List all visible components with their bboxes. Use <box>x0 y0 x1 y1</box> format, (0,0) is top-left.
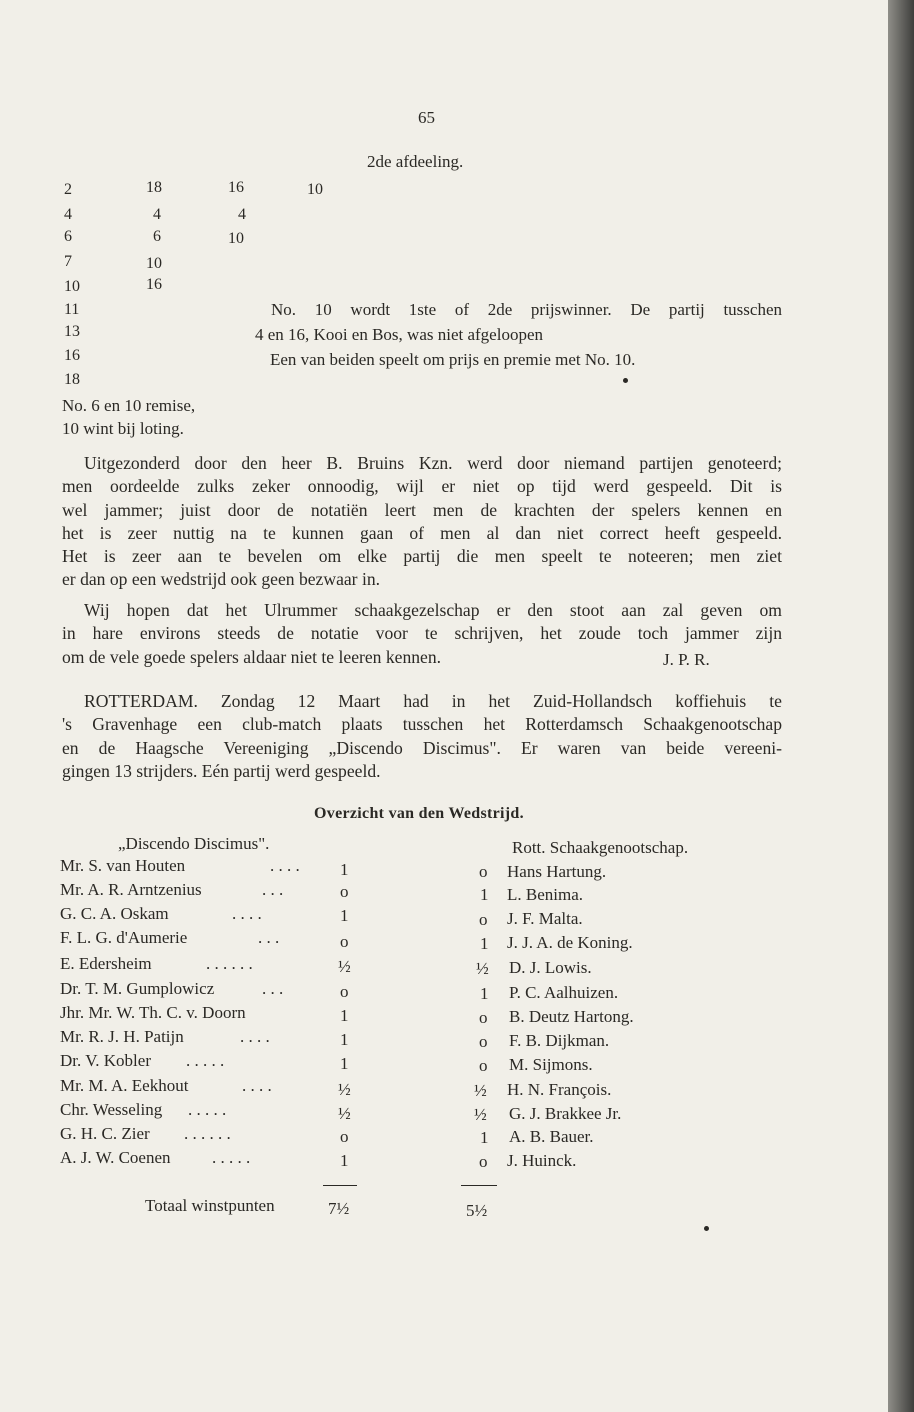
grid-cell: 16 <box>146 276 162 293</box>
text-line: wel jammer; juist door de notatiën leert men de krachten der spelers kennen en <box>62 499 782 520</box>
remise-line: No. 6 en 10 remise, <box>62 396 196 415</box>
right-score: ½ <box>474 1105 487 1124</box>
grid-cell: 6 <box>64 228 72 245</box>
right-score: o <box>479 1152 488 1171</box>
grid-cell: 16 <box>228 179 244 196</box>
left-score: 1 <box>340 860 349 879</box>
right-player: F. B. Dijkman. <box>509 1031 610 1050</box>
total-rule-right <box>461 1185 497 1186</box>
leader-dots: . . . . <box>242 1076 272 1095</box>
right-score: 1 <box>480 1128 489 1147</box>
left-player: Mr. S. van Houten <box>60 856 186 875</box>
right-player: J. J. A. de Koning. <box>507 933 633 952</box>
leader-dots: . . . . <box>232 904 262 923</box>
grid-cell: 4 <box>64 206 72 223</box>
total-rule-left <box>323 1185 357 1186</box>
total-right: 5½ <box>466 1201 488 1220</box>
right-player: D. J. Lowis. <box>509 958 592 977</box>
right-score: 1 <box>480 984 489 1003</box>
left-score: 1 <box>340 1030 349 1049</box>
grid-cell: 10 <box>228 230 244 247</box>
leader-dots: . . . . . <box>186 1051 225 1070</box>
right-score: ½ <box>474 1081 487 1100</box>
left-score: ½ <box>338 957 351 976</box>
match-heading: Overzicht van den Wedstrijd. <box>314 805 524 822</box>
text-line: om de vele goede spelers aldaar niet te leeren kennen. <box>62 646 442 667</box>
right-player: G. J. Brakkee Jr. <box>509 1104 622 1123</box>
text-line: Het is zeer aan te bevelen om elke partij die men speelt te noteeren; men ziet <box>62 546 782 567</box>
grid-note: No. 10 wordt 1ste of 2de prijswinner. De partij tusschen <box>271 300 782 319</box>
left-player: Mr. A. R. Arntzenius <box>60 880 202 899</box>
text-line: ROTTERDAM. Zondag 12 Maart had in het Zuid-Hollandsch koffiehuis te <box>84 691 782 711</box>
grid-cell: 18 <box>146 179 162 196</box>
leader-dots: . . . . . . <box>206 954 253 973</box>
team-right-name: Rott. Schaakgenootschap. <box>512 838 689 857</box>
left-player: Jhr. Mr. W. Th. C. v. Doorn <box>60 1003 246 1022</box>
left-score: 1 <box>340 906 349 925</box>
left-score: 1 <box>340 1054 349 1073</box>
section-title: 2de afdeeling. <box>367 152 464 171</box>
remise-line: 10 wint bij loting. <box>62 419 184 438</box>
leader-dots: . . . . . <box>188 1100 227 1119</box>
left-player: Mr. R. J. H. Patijn <box>60 1027 184 1046</box>
paragraph-rotterdam <box>62 690 782 783</box>
left-score: 1 <box>340 1151 349 1170</box>
left-player: G. C. A. Oskam <box>60 904 169 923</box>
page-number: 65 <box>418 108 435 127</box>
right-player: A. B. Bauer. <box>509 1127 594 1146</box>
left-score: ½ <box>338 1080 351 1099</box>
right-player: P. C. Aalhuizen. <box>509 983 619 1002</box>
grid-cell: 7 <box>64 253 72 270</box>
leader-dots: . . . . <box>240 1027 270 1046</box>
page-edge-shadow <box>888 0 914 1412</box>
leader-dots: . . . . . . <box>184 1124 231 1143</box>
right-score: o <box>479 862 488 881</box>
right-player: M. Sijmons. <box>509 1055 593 1074</box>
right-player: H. N. François. <box>507 1080 612 1099</box>
left-player: Chr. Wesseling <box>60 1100 163 1119</box>
right-score: 1 <box>480 934 489 953</box>
total-left: 7½ <box>328 1199 350 1218</box>
leader-dots: . . . . <box>270 856 300 875</box>
leader-dots: . . . <box>262 880 284 899</box>
grid-cell: 2 <box>64 181 72 198</box>
grid-note: 4 en 16, Kooi en Bos, was niet afgeloopen <box>255 325 543 344</box>
text-line: Wij hopen dat het Ulrummer schaakgezelschap er den stoot aan zal geven om <box>84 600 782 620</box>
grid-cell: 10 <box>146 255 162 272</box>
left-player: E. Edersheim <box>60 954 152 973</box>
right-player: L. Benima. <box>507 885 584 904</box>
left-score: o <box>340 982 349 1001</box>
text-line: men oordeelde zulks zeker onnoodig, wijl er niet op tijd werd gespeeld. Dit is <box>62 476 782 497</box>
grid-cell: 4 <box>238 206 246 223</box>
text-line: en de Haagsche Vereeniging „Discendo Discimus". Er waren van beide vereeni- <box>62 737 782 758</box>
grid-cell: 4 <box>153 206 161 223</box>
left-score: ½ <box>338 1104 351 1123</box>
team-left-name: „Discendo Discimus". <box>118 834 270 853</box>
grid-note: Een van beiden speelt om prijs en premie met No. 10. <box>270 350 636 369</box>
left-player: A. J. W. Coenen <box>60 1148 171 1167</box>
right-player: J. F. Malta. <box>507 909 583 928</box>
text-line: er dan op een wedstrijd ook geen bezwaar in. <box>62 569 381 590</box>
right-score: o <box>479 1032 488 1051</box>
left-score: o <box>340 932 349 951</box>
right-score: ½ <box>476 959 489 978</box>
right-score: o <box>479 1056 488 1075</box>
dot-mark <box>704 1226 709 1231</box>
text-line: het is zeer nuttig na te kunnen gaan of men al dan niet correct heeft gespeeld. <box>62 522 782 543</box>
grid-cell: 10 <box>307 181 323 198</box>
text-line: 's Gravenhage een club-match plaats tusschen het Rotterdamsch Schaakgenootschap <box>62 714 782 735</box>
paragraph-notation <box>62 452 782 592</box>
right-score: o <box>479 910 488 929</box>
left-score: 1 <box>340 1006 349 1025</box>
text-line: Uitgezonderd door den heer B. Bruins Kzn. werd door niemand partijen genoteerd; <box>84 453 782 473</box>
grid-cell: 10 <box>64 278 80 295</box>
left-player: G. H. C. Zier <box>60 1124 150 1143</box>
left-player: Mr. M. A. Eekhout <box>60 1076 189 1095</box>
grid-cell: 6 <box>153 228 161 245</box>
left-score: o <box>340 882 349 901</box>
grid-cell: 13 <box>64 323 80 340</box>
signature: J. P. R. <box>663 650 710 669</box>
total-label: Totaal winstpunten <box>145 1196 275 1215</box>
leader-dots: . . . . . <box>212 1148 251 1167</box>
leader-dots: . . . <box>262 979 284 998</box>
grid-cell: 11 <box>64 301 80 318</box>
right-player: B. Deutz Hartong. <box>509 1007 634 1026</box>
left-player: F. L. G. d'Aumerie <box>60 928 188 947</box>
grid-cell: 18 <box>64 371 80 388</box>
right-score: o <box>479 1008 488 1027</box>
text-line: in hare environs steeds de notatie voor te schrijven, het zoude toch jammer zijn <box>62 623 782 644</box>
right-player: Hans Hartung. <box>507 862 607 881</box>
text-line: gingen 13 strijders. Eén partij werd gespeeld. <box>62 760 381 781</box>
left-score: o <box>340 1127 349 1146</box>
grid-cell: 16 <box>64 347 80 364</box>
left-player: Dr. T. M. Gumplowicz <box>60 979 215 998</box>
right-score: 1 <box>480 885 489 904</box>
left-player: Dr. V. Kobler <box>60 1051 151 1070</box>
dot-mark <box>623 378 628 383</box>
right-player: J. Huinck. <box>507 1151 577 1170</box>
leader-dots: . . . <box>258 928 280 947</box>
